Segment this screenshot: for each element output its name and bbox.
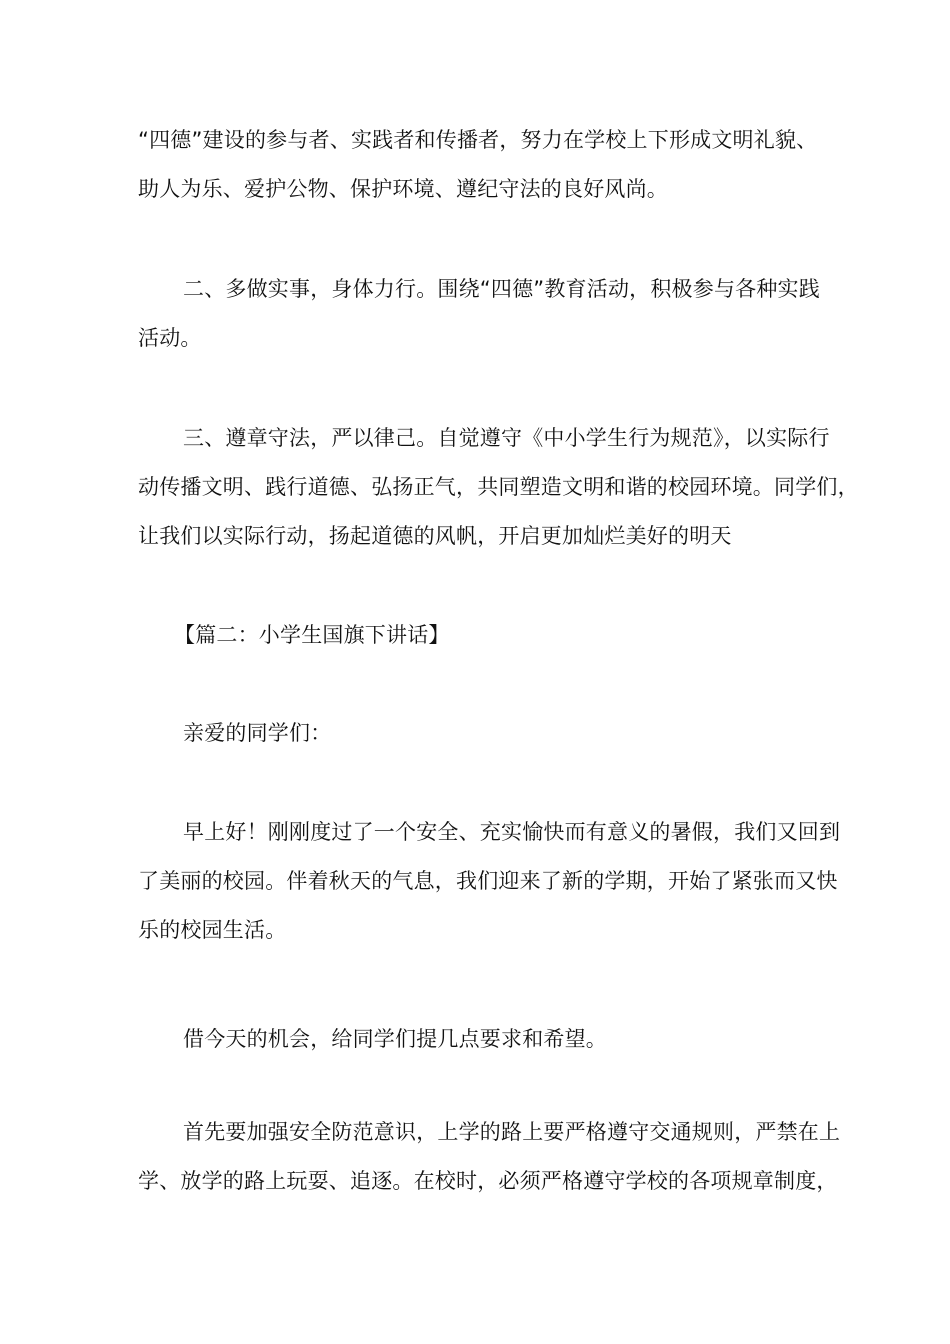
paragraph-line: 乐的校园生活。 xyxy=(138,918,287,942)
paragraph-line: 三、遵章守法，严以律己。自觉遵守《中小学生行为规范》，以实际行 xyxy=(183,426,830,450)
paragraph-line: 让我们以实际行动，扬起道德的风帆，开启更加灿烂美好的明天 xyxy=(138,524,732,548)
paragraph-line: “四德”建设的参与者、实践者和传播者，努力在学校上下形成文明礼貌、 xyxy=(138,128,818,152)
paragraph-line: 学、放学的路上玩耍、追逐。在校时，必须严格遵守学校的各项规章制度， xyxy=(138,1169,838,1193)
paragraph-line: 借今天的机会，给同学们提几点要求和希望。 xyxy=(183,1027,607,1051)
paragraph-line: 二、多做实事，身体力行。围绕“四德”教育活动，积极参与各种实践 xyxy=(183,277,820,301)
section-heading: 【篇二：小学生国旗下讲话】 xyxy=(174,623,450,647)
paragraph-line: 动传播文明、践行道德、弘扬正气，共同塑造文明和谐的校园环境。同学们， xyxy=(138,475,859,499)
paragraph-line: 首先要加强安全防范意识，上学的路上要严格遵守交通规则，严禁在上 xyxy=(183,1120,841,1144)
paragraph-line: 早上好！刚刚度过了一个安全、充实愉快而有意义的暑假，我们又回到 xyxy=(183,820,841,844)
paragraph-line: 助人为乐、爱护公物、保护环境、遵纪守法的良好风尚。 xyxy=(138,177,668,201)
paragraph-line: 了美丽的校园。伴着秋天的气息，我们迎来了新的学期，开始了紧张而又快 xyxy=(138,869,838,893)
paragraph-line: 活动。 xyxy=(138,326,202,350)
greeting-line: 亲爱的同学们： xyxy=(183,721,332,745)
